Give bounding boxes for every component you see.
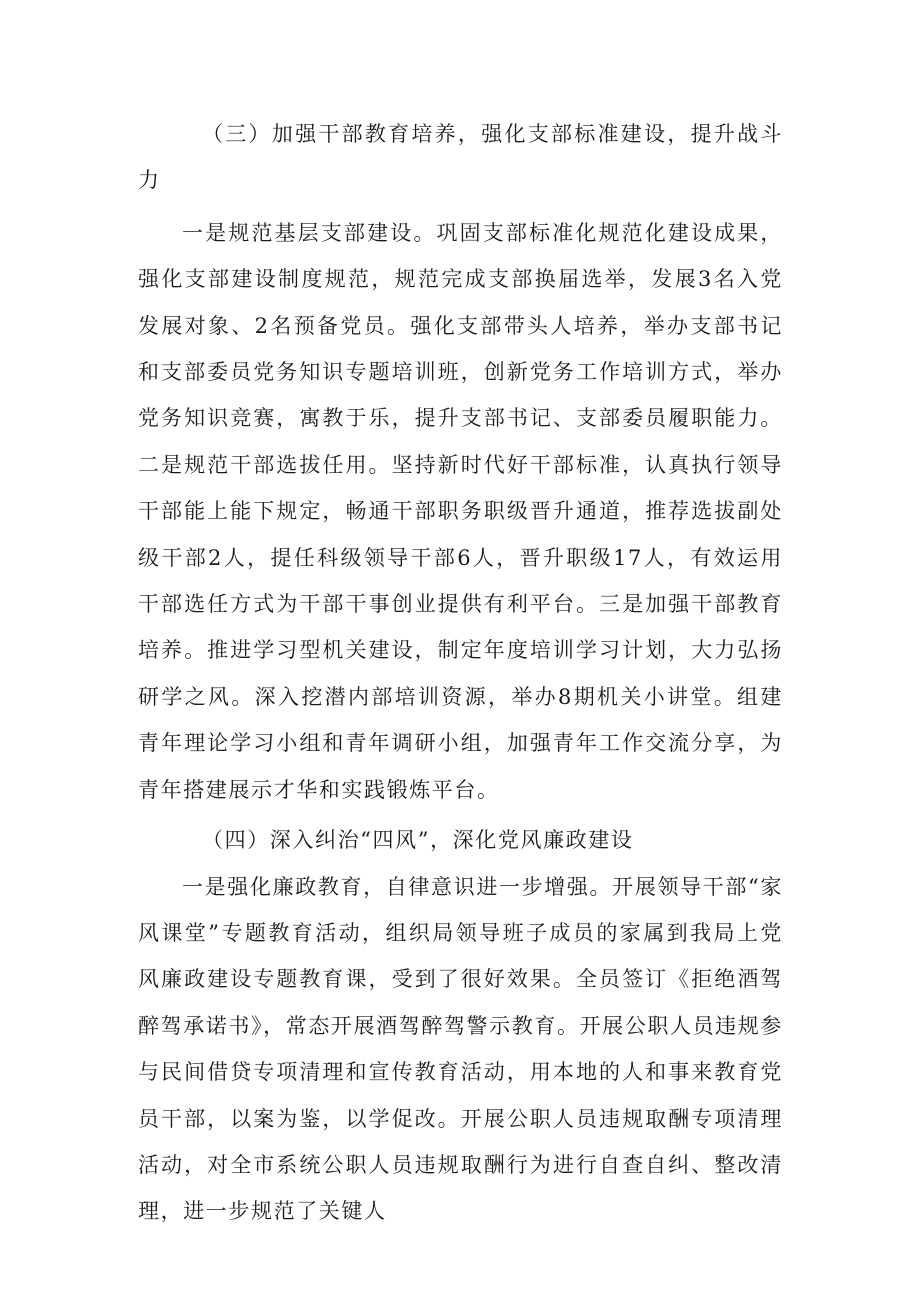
section-3-heading: （三）加强干部教育培养，强化支部标准建设，提升战斗力 (138, 122, 783, 193)
section-4-paragraph: 一是强化廉政教育，自律意识进一步增强。开展领导干部“家风课堂”专题教育活动，组织局领导班子成员的家属到我局上党风廉政建设专题教育课，受到了很好效果。全员签订《拒绝酒驾醉驾承诺书》，常态开展酒驾醉驾警示教育。开展公职人员违规参与民间借贷专项清理和宣传教育活动，用本地的人和事来教育党员干部，以案为鉴，以学促改。开展公职人员违规取酬专项清理活动，对全市系统公职人员违规取酬行为进行自查自纠、整改清理，进一步规范了关键人 (138, 874, 783, 1224)
document-body (138, 111, 783, 1235)
section-4-heading: （四）深入纠治“四风”，深化党风廉政建设 (202, 828, 634, 853)
section-3-paragraph: 一是规范基层支部建设。巩固支部标准化规范化建设成果，强化支部建设制度规范，规范完成支部换届选举，发展3名入党发展对象、2名预备党员。强化支部带头人培养，举办支部书记和支部委员党务知识专题培训班，创新党务工作培训方式，举办党务知识竞赛，寓教于乐，提升支部书记、支部委员履职能力。二是规范干部选拔任用。坚持新时代好干部标准，认真执行领导干部能上能下规定，畅通干部职务职级晋升通道，推荐选拔副处级干部2人，提任科级领导干部6人，晋升职级17人，有效运用干部选任方式为干部干事创业提供有利平台。三是加强干部教育培养。推进学习型机关建设，制定年度培训学习计划，大力弘扬研学之风。深入挖潜内部培训资源，举办8期机关小讲堂。组建青年理论学习小组和青年调研小组，加强青年工作交流分享，为青年搭建展示才华和实践锻炼平台。 (138, 220, 783, 802)
